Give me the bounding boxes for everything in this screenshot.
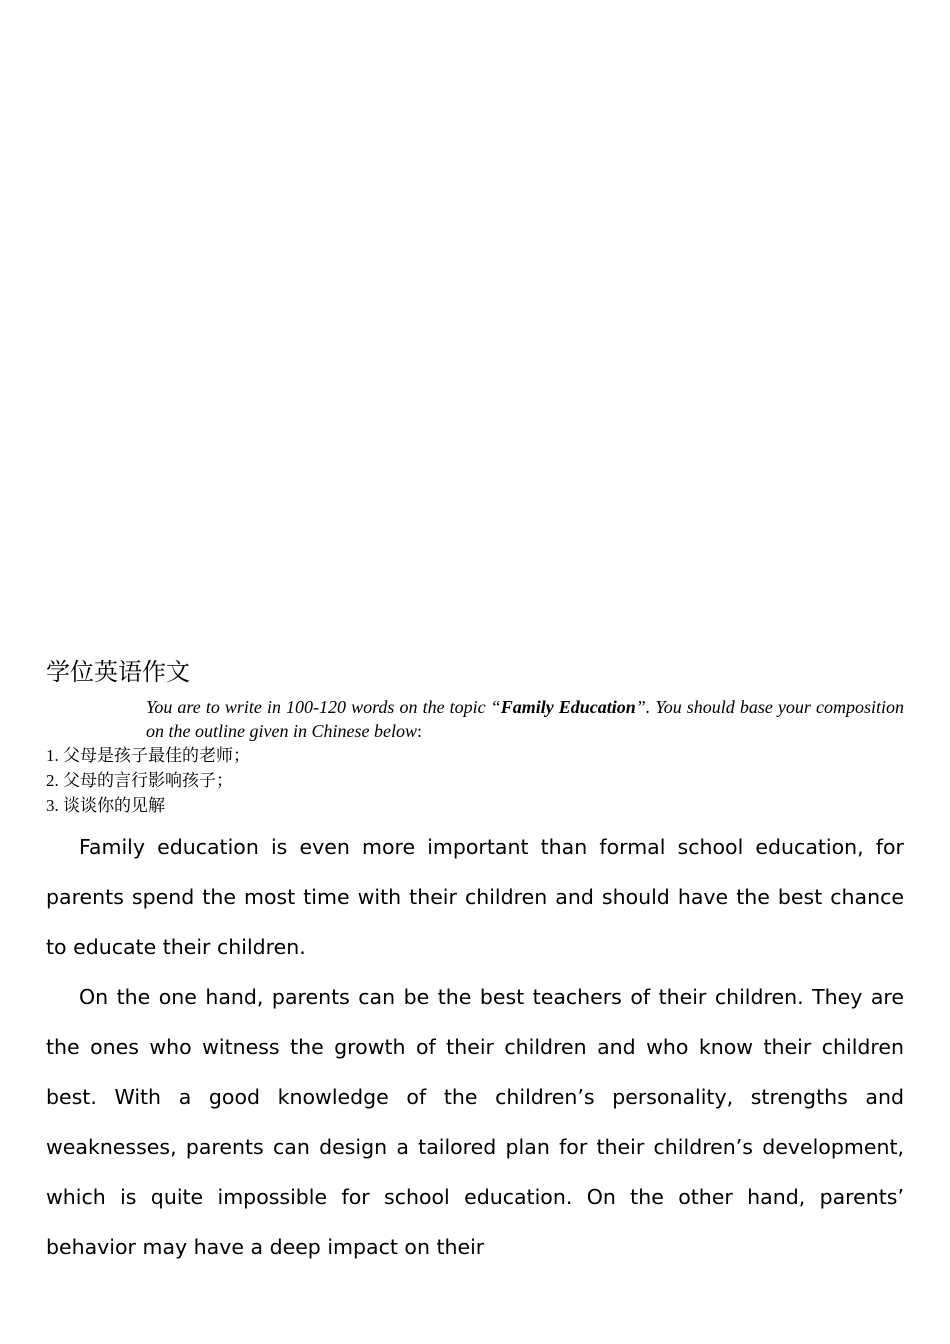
outline-item: 3. 谈谈你的见解 [46,796,165,815]
document-content [46,655,904,1272]
instruction-text-after: ”. You should base your composition on the outline given in Chinese below [146,697,904,741]
essay-body [46,822,904,1272]
writing-instruction [146,695,904,743]
essay-paragraph: On the one hand, parents can be the best teachers of their children. They are the ones who witness the growth of their children and who know their children best. With a good knowledge of the children’s personality, strengths and weaknesses, parents can design a tailored plan for their children’s development, which is quite impossible for school education. On the other hand, parents’ behavior may have a deep impact on their [46,985,904,1259]
essay-paragraph: Family education is even more important than formal school education, for parents spend the most time with their children and should have the best chance to educate their children. [46,835,904,959]
document-heading: 学位英语作文 [46,658,190,686]
outline-list [46,743,904,818]
outline-item: 1. 父母是孩子最佳的老师； [46,746,250,765]
instruction-text-before: You are to write in 100-120 words on the topic “ [146,697,501,717]
instruction-colon: : [416,721,422,741]
instruction-topic: Family Education [500,697,636,717]
outline-item: 2. 父母的言行影响孩子； [46,771,233,790]
